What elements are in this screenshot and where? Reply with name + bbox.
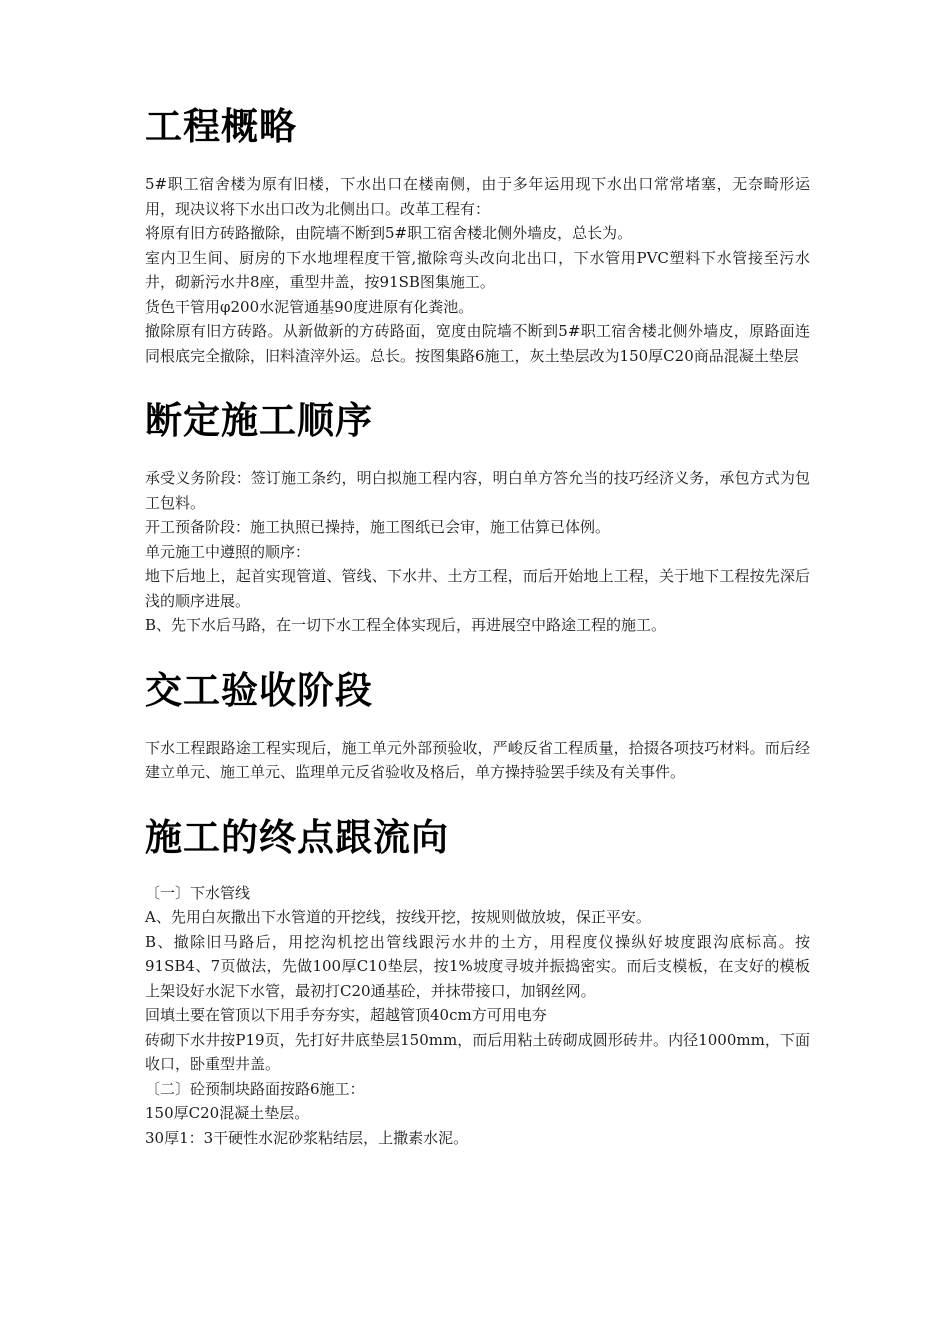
section-project-overview bbox=[145, 100, 810, 368]
paragraph: 室内卫生间、厨房的下水地埋程度干管,撤除弯头改向北出口，下水管用PVC塑料下水管接至污水井，砌新污水井8座，重型井盖，按91SB图集施工。 bbox=[145, 248, 810, 291]
paragraph: 150厚C20混凝土垫层。 bbox=[145, 1104, 310, 1122]
paragraph: 回填土要在管顶以下用手夯夯实，超越管顶40cm方可用电夯 bbox=[145, 1006, 547, 1024]
section-heading: 工程概略 bbox=[145, 105, 297, 148]
paragraph: 地下后地上，起首实现管道、管线、下水井、土方工程，而后开始地上工程，关于地下工程按先深后浅的顺序进展。 bbox=[145, 567, 810, 610]
section-construction-order bbox=[145, 394, 810, 638]
paragraph: 承受义务阶段：签订施工条约，明白拟施工程内容，明白单方答允当的技巧经济义务，承包方式为包工包料。 bbox=[145, 469, 810, 512]
paragraph: 货色干管用φ200水泥管通基90度进原有化粪池。 bbox=[145, 297, 474, 316]
paragraph: 〔一〕下水管线 bbox=[145, 883, 251, 902]
section-acceptance-stage bbox=[145, 664, 810, 785]
section-heading: 施工的终点跟流向 bbox=[145, 815, 449, 859]
paragraph: A、先用白灰撒出下水管道的开挖线，按线开挖，按规则做放坡，保正平安。 bbox=[145, 908, 651, 926]
paragraph: 30厚1：3干硬性水泥砂浆粘结层，上撒素水泥。 bbox=[145, 1128, 469, 1147]
paragraph: 开工预备阶段：施工执照已操持，施工图纸已会审，施工估算已体例。 bbox=[145, 518, 611, 536]
paragraph: 砖砌下水井按P19页，先打好井底垫层150mm，而后用粘土砖砌成圆形砖井。内径1000mm，下面收口，卧重型井盖。 bbox=[145, 1030, 810, 1073]
section-heading: 断定施工顺序 bbox=[145, 399, 373, 442]
paragraph: 将原有旧方砖路撤除，由院墙不断到5#职工宿舍楼北侧外墙皮，总长为。 bbox=[145, 224, 633, 242]
paragraph: 下水工程跟路途工程实现后，施工单元外部预验收，严峻反省工程质量，拾掇各项技巧材料。而后经建立单元、施工单元、监理单元反省验收及格后，单方操持验罢手续及有关事件。 bbox=[145, 738, 810, 781]
section-start-point-and-flow bbox=[145, 811, 810, 1151]
paragraph: 〔二〕砼预制块路面按路6施工： bbox=[145, 1079, 365, 1098]
paragraph: B、先下水后马路，在一切下水工程全体实现后，再进展空中路途工程的施工。 bbox=[145, 616, 667, 634]
paragraph: B、撤除旧马路后，用挖沟机挖出管线跟污水井的土方，用程度仪操纵好坡度跟沟底标高。按91SB4、7页做法，先做100厚C10垫层，按1%坡度寻坡并振捣密实。而后支模板，在支好的模板上架设好水泥下水管，最初打C20通基砼，并抹带接口，加钢丝网。 bbox=[145, 932, 810, 1000]
paragraph: 撤除原有旧方砖路。从新做新的方砖路面，宽度由院墙不断到5#职工宿舍楼北侧外墙皮，原路面连同根底完全撤除，旧料渣滓外运。总长。按图集路6施工，灰土垫层改为150厚C20商品混凝土垫层 bbox=[145, 322, 810, 365]
paragraph: 单元施工中遵照的顺序： bbox=[145, 542, 311, 561]
document-body bbox=[145, 100, 810, 1176]
paragraph: 5#职工宿舍楼为原有旧楼，下水出口在楼南侧，由于多年运用现下水出口常常堵塞，无奈畸形运用，现决议将下水出口改为北侧出口。改革工程有： bbox=[145, 175, 810, 218]
section-heading: 交工验收阶段 bbox=[145, 668, 373, 712]
